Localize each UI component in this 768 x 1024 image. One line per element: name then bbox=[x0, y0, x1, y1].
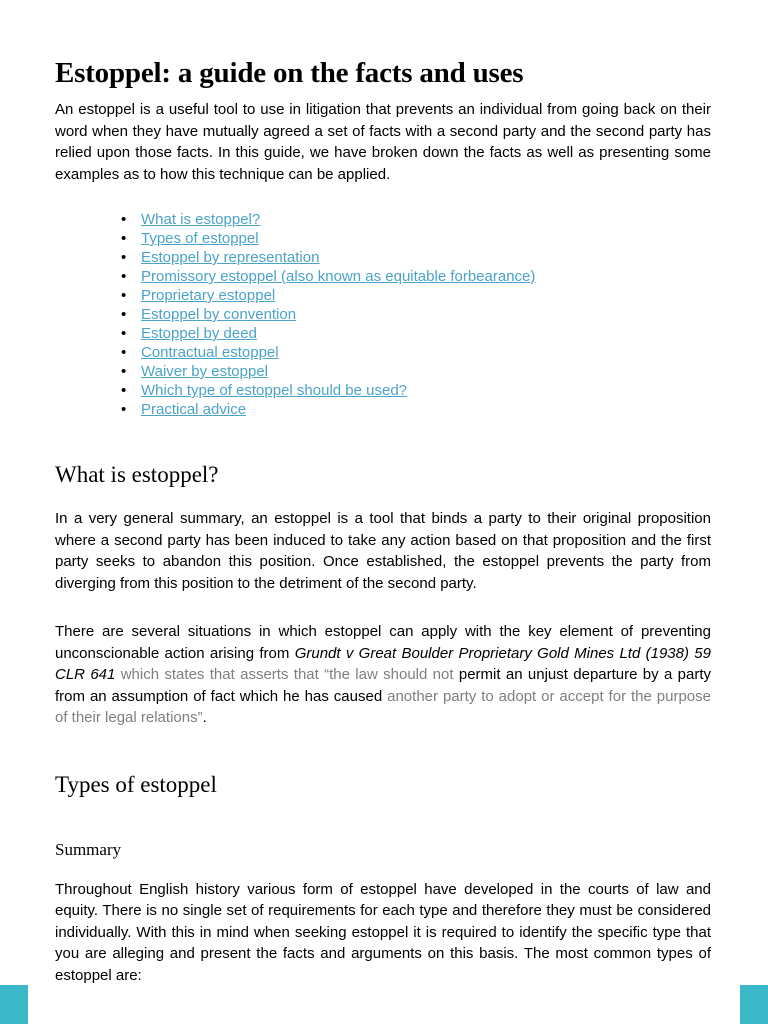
toc-list-item bbox=[119, 286, 711, 305]
toc-list-item bbox=[119, 248, 711, 267]
paragraph-what-is-estoppel-2: There are several situations in which estoppel can apply with the key element of preventing unconscionable action arising from Grundt v Great Boulder Proprietary Gold Mines Ltd (1938) 59 CLR 641 which states that asserts that “the law should not permit an unjust departure by a party from an assumption of fact which he has caused another party to adopt or accept for the purpose of their legal relations”. bbox=[55, 623, 712, 726]
paragraph-types-summary: Throughout English history various form of estoppel have developed in the courts of law and equity. There is no single set of requirements for each type and therefore they must be considered individually. With this in mind when seeking estoppel it is required to identify the specific type that you are alleging and present the facts and arguments on this basis. The most common types of estoppel are: bbox=[55, 880, 711, 984]
toc-list-item bbox=[119, 381, 711, 400]
toc-list-item bbox=[119, 229, 711, 248]
toc-list-item bbox=[119, 343, 711, 362]
toc-list-item bbox=[119, 267, 711, 286]
toc-list-item bbox=[119, 400, 711, 419]
section-heading-what-is-estoppel: What is estoppel? bbox=[55, 462, 219, 487]
toc-list-item bbox=[119, 324, 711, 343]
toc-link[interactable]: Estoppel by representation bbox=[141, 249, 320, 266]
sub-heading-summary: Summary bbox=[55, 839, 122, 859]
toc-link[interactable]: Practical advice bbox=[141, 401, 247, 418]
toc-list-item bbox=[119, 362, 711, 381]
toc-list-item bbox=[119, 210, 711, 229]
page-corner-accent-right bbox=[740, 985, 768, 1024]
toc-link[interactable]: Proprietary estoppel bbox=[141, 287, 276, 304]
toc-link[interactable]: Waiver by estoppel bbox=[141, 363, 269, 380]
toc-link[interactable]: Promissory estoppel (also known as equitable forbearance) bbox=[141, 268, 536, 285]
intro-paragraph: An estoppel is a useful tool to use in litigation that prevents an individual from going back on their word when they have mutually agreed a set of facts with a second party and the second party has relied upon those facts. In this guide, we have broken down the facts as well as presenting some examples as to how this technique can be applied. bbox=[55, 101, 711, 183]
toc-link[interactable]: Which type of estoppel should be used? bbox=[141, 382, 408, 399]
toc-link[interactable]: Estoppel by convention bbox=[141, 306, 297, 323]
toc-link[interactable]: Types of estoppel bbox=[141, 230, 259, 247]
toc-link[interactable]: Contractual estoppel bbox=[141, 344, 279, 361]
page-corner-accent-left bbox=[0, 985, 28, 1024]
paragraph-what-is-estoppel-1: In a very general summary, an estoppel is a tool that binds a party to their original proposition where a second party has been induced to take any action based on that proposition and the first party seeks to abandon this position. Once established, the estoppel prevents the party from diverging from this position to the detriment of the second party. bbox=[55, 510, 711, 592]
table-of-contents bbox=[119, 210, 711, 419]
toc-link[interactable]: Estoppel by deed bbox=[141, 325, 257, 342]
toc-link[interactable]: What is estoppel? bbox=[141, 211, 261, 228]
toc-list-item bbox=[119, 305, 711, 324]
section-heading-types-of-estoppel: Types of estoppel bbox=[55, 771, 217, 797]
document-title: Estoppel: a guide on the facts and uses bbox=[55, 57, 524, 89]
